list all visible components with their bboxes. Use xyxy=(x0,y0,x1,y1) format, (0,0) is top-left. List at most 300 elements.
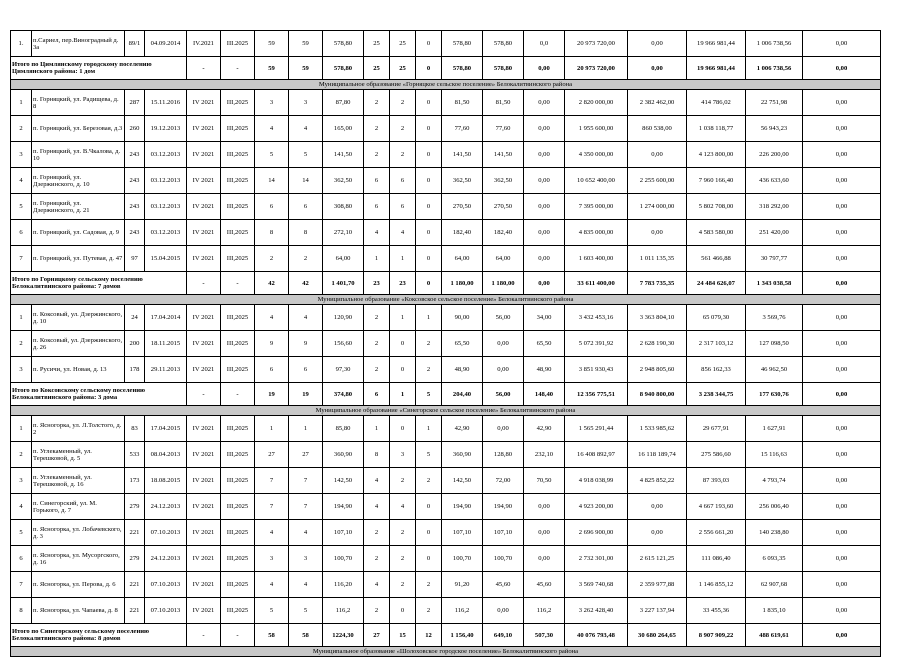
row-cell: 2 255 600,00 xyxy=(628,168,687,194)
row-cell: 59 xyxy=(255,31,289,57)
row-cell: 0,00 xyxy=(483,331,524,357)
row-cell: 107,10 xyxy=(483,520,524,546)
row-cell: 243 xyxy=(125,168,145,194)
row-cell: 0 xyxy=(416,220,442,246)
row-cell: 0,00 xyxy=(524,90,565,116)
row-cell: 2 317 103,12 xyxy=(687,331,746,357)
row-cell: 1 xyxy=(416,416,442,442)
row-cell: 178 xyxy=(125,357,145,383)
section-header-row xyxy=(11,295,881,305)
row-cell: 0 xyxy=(416,116,442,142)
table-row xyxy=(11,31,881,57)
row-cell: 6 xyxy=(364,194,390,220)
row-cell: 120,90 xyxy=(323,305,364,331)
row-index: 6 xyxy=(11,220,32,246)
row-index: 5 xyxy=(11,520,32,546)
table-body xyxy=(11,31,881,657)
row-cell: 0,00 xyxy=(803,331,881,357)
row-cell: 0,00 xyxy=(803,546,881,572)
row-cell: 04.09.2014 xyxy=(145,31,187,57)
row-cell: 17.04.2014 xyxy=(145,305,187,331)
row-cell: 243 xyxy=(125,142,145,168)
total-cell: 204,40 xyxy=(442,383,483,406)
row-cell: 272,10 xyxy=(323,220,364,246)
row-cell: 1 xyxy=(255,416,289,442)
row-cell: 4 835 000,00 xyxy=(565,220,628,246)
total-cell: 15 xyxy=(390,624,416,647)
row-cell: 1 603 400,00 xyxy=(565,246,628,272)
row-cell: 3 xyxy=(255,90,289,116)
row-cell: 0,00 xyxy=(483,598,524,624)
row-cell: 2 xyxy=(364,331,390,357)
row-cell: 4 583 580,00 xyxy=(687,220,746,246)
total-cell: 30 680 264,65 xyxy=(628,624,687,647)
row-cell: 0 xyxy=(416,546,442,572)
row-cell: 0,00 xyxy=(803,220,881,246)
row-cell: 2 732 301,00 xyxy=(565,546,628,572)
table-row xyxy=(11,598,881,624)
row-cell: 24.12.2013 xyxy=(145,546,187,572)
total-label: Итого по Коксовскому сельскому поселению Белокалитвинского района: 3 дома xyxy=(11,383,187,406)
row-index: 2 xyxy=(11,442,32,468)
row-cell: 165,00 xyxy=(323,116,364,142)
row-cell: 03.12.2013 xyxy=(145,168,187,194)
housing-program-table xyxy=(10,30,881,657)
total-cell: 578,80 xyxy=(442,57,483,80)
row-cell: 436 633,60 xyxy=(746,168,803,194)
row-cell: III,2025 xyxy=(221,305,255,331)
row-cell: 25 xyxy=(364,31,390,57)
row-index: 4 xyxy=(11,168,32,194)
row-cell: 0,00 xyxy=(803,468,881,494)
row-cell: 27 xyxy=(289,442,323,468)
row-cell: 578,80 xyxy=(323,31,364,57)
row-cell: 4 xyxy=(255,116,289,142)
row-cell: 0 xyxy=(416,31,442,57)
row-cell: 16 118 189,74 xyxy=(628,442,687,468)
row-cell: 111 086,40 xyxy=(687,546,746,572)
row-cell: 2 xyxy=(289,246,323,272)
total-cell: 23 xyxy=(390,272,416,295)
total-cell: 177 630,76 xyxy=(746,383,803,406)
row-cell: 14 xyxy=(255,168,289,194)
row-cell: 18.08.2015 xyxy=(145,468,187,494)
row-cell: 0 xyxy=(390,598,416,624)
table-row xyxy=(11,468,881,494)
row-cell: 4 xyxy=(364,494,390,520)
row-cell: 4 923 200,00 xyxy=(565,494,628,520)
row-cell: 1 011 135,35 xyxy=(628,246,687,272)
row-cell: 1 274 000,00 xyxy=(628,194,687,220)
row-cell: 4 123 800,00 xyxy=(687,142,746,168)
row-cell: 2 820 000,00 xyxy=(565,90,628,116)
row-cell: 2 xyxy=(390,546,416,572)
total-cell: 5 xyxy=(416,383,442,406)
row-cell: 279 xyxy=(125,494,145,520)
row-cell: 1 xyxy=(390,305,416,331)
row-cell: 2 xyxy=(416,468,442,494)
row-cell: 42,90 xyxy=(524,416,565,442)
row-cell: 1 038 118,77 xyxy=(687,116,746,142)
row-address: п. Ясногорка, ул. Л.Толстого, д. 2 xyxy=(32,416,125,442)
row-cell: 0,00 xyxy=(803,194,881,220)
row-cell: 14 xyxy=(289,168,323,194)
row-index: 8 xyxy=(11,598,32,624)
total-label: Итого по Горняцкому сельскому поселению Белокалитвинского района: 7 домов xyxy=(11,272,187,295)
total-cell: 8 907 909,22 xyxy=(687,624,746,647)
row-cell: 561 466,88 xyxy=(687,246,746,272)
total-cell: - xyxy=(221,383,255,406)
row-address: п. Ясногорка, ул. Чапаева, д. 8 xyxy=(32,598,125,624)
row-cell: 2 xyxy=(416,572,442,598)
row-cell: 15.04.2015 xyxy=(145,246,187,272)
row-address: п. Коксовый, ул. Дзержинского, д. 26 xyxy=(32,331,125,357)
total-cell: 1 343 038,58 xyxy=(746,272,803,295)
row-cell: 318 292,00 xyxy=(746,194,803,220)
total-row xyxy=(11,383,881,406)
total-cell: - xyxy=(221,272,255,295)
row-address: п. Синегорский, ул. М. Горького, д. 7 xyxy=(32,494,125,520)
row-address: п.Сариел, пер.Виноградный д. 3а xyxy=(32,31,125,57)
row-cell: 2 628 190,30 xyxy=(628,331,687,357)
total-cell: 0,00 xyxy=(524,272,565,295)
row-index: 1 xyxy=(11,305,32,331)
row-cell: 0,00 xyxy=(524,220,565,246)
row-cell: 5 072 391,92 xyxy=(565,331,628,357)
row-cell: 0,00 xyxy=(628,520,687,546)
total-cell: 578,80 xyxy=(483,57,524,80)
row-cell: III,2025 xyxy=(221,168,255,194)
table-row xyxy=(11,442,881,468)
total-cell: 0 xyxy=(416,57,442,80)
row-cell: 24 xyxy=(125,305,145,331)
row-cell: 4 xyxy=(255,305,289,331)
row-cell: 34,00 xyxy=(524,305,565,331)
row-cell: 270,50 xyxy=(483,194,524,220)
row-cell: 1 xyxy=(390,246,416,272)
row-cell: 578,80 xyxy=(442,31,483,57)
row-cell: 7 xyxy=(289,494,323,520)
row-cell: III,2025 xyxy=(221,546,255,572)
row-cell: 0,00 xyxy=(524,116,565,142)
row-cell: III,2025 xyxy=(221,142,255,168)
section-header-row xyxy=(11,80,881,90)
total-cell: 1 180,00 xyxy=(483,272,524,295)
row-cell: III,2025 xyxy=(221,442,255,468)
row-cell: 194,90 xyxy=(442,494,483,520)
total-cell: 0,00 xyxy=(803,57,881,80)
row-address: п. Горняцкий, ул. Дзержинского, д. 21 xyxy=(32,194,125,220)
row-cell: 533 xyxy=(125,442,145,468)
table-row xyxy=(11,572,881,598)
row-cell: 0,00 xyxy=(803,142,881,168)
table-row xyxy=(11,416,881,442)
row-address: п. Ясногорка, ул. Перова, д. 6 xyxy=(32,572,125,598)
row-cell: 194,90 xyxy=(483,494,524,520)
row-cell: IV 2021 xyxy=(187,168,221,194)
total-cell: 1 156,40 xyxy=(442,624,483,647)
row-cell: 81,50 xyxy=(483,90,524,116)
total-cell: 12 xyxy=(416,624,442,647)
row-address: п. Ясногорка, ул. Мусоргского, д. 16 xyxy=(32,546,125,572)
row-cell: 0,00 xyxy=(483,357,524,383)
row-address: п. Горняцкий, ул. Садовая, д. 9 xyxy=(32,220,125,246)
row-cell: 17.04.2015 xyxy=(145,416,187,442)
row-cell: 03.12.2013 xyxy=(145,194,187,220)
row-cell: 856 162,33 xyxy=(687,357,746,383)
section-header: Муниципальное образование «Синегорское сельское поселение» Белокалитвинского района xyxy=(11,406,881,416)
row-cell: 182,40 xyxy=(483,220,524,246)
table-row xyxy=(11,246,881,272)
total-cell: 0,00 xyxy=(803,624,881,647)
row-cell: 3 262 428,40 xyxy=(565,598,628,624)
row-cell: 0,00 xyxy=(524,168,565,194)
table-row xyxy=(11,546,881,572)
row-address: п. Горняцкий, ул. В.Чкалова, д. 10 xyxy=(32,142,125,168)
row-cell: 1 565 291,44 xyxy=(565,416,628,442)
row-address: п. Горняцкий, ул. Дзержинского, д. 10 xyxy=(32,168,125,194)
row-cell: 2 xyxy=(364,520,390,546)
row-cell: 46 962,50 xyxy=(746,357,803,383)
row-cell: 308,80 xyxy=(323,194,364,220)
total-cell: 23 xyxy=(364,272,390,295)
total-cell: 7 783 735,35 xyxy=(628,272,687,295)
total-label: Итого по Цимлянскому городскому поселению Цимлянского района: 1 дом xyxy=(11,57,187,80)
row-cell: 6 xyxy=(255,357,289,383)
row-index: 7 xyxy=(11,246,32,272)
row-cell: 5 xyxy=(255,598,289,624)
row-cell: 256 006,40 xyxy=(746,494,803,520)
row-cell: 24.12.2013 xyxy=(145,494,187,520)
total-cell: 20 973 720,00 xyxy=(565,57,628,80)
row-cell: 2 696 900,00 xyxy=(565,520,628,546)
row-address: п. Горняцкий, ул. Радищева, д. 8 xyxy=(32,90,125,116)
row-cell: III,2025 xyxy=(221,572,255,598)
row-cell: 5 xyxy=(255,142,289,168)
total-cell: 488 619,61 xyxy=(746,624,803,647)
row-cell: 0 xyxy=(416,90,442,116)
total-cell: 42 xyxy=(255,272,289,295)
total-cell: - xyxy=(187,624,221,647)
total-cell: - xyxy=(187,57,221,80)
row-cell: 7 960 166,40 xyxy=(687,168,746,194)
row-cell: 414 786,02 xyxy=(687,90,746,116)
row-cell: 08.04.2013 xyxy=(145,442,187,468)
row-cell: 221 xyxy=(125,572,145,598)
row-cell: 62 907,68 xyxy=(746,572,803,598)
row-cell: 0 xyxy=(390,331,416,357)
row-cell: 4 667 193,60 xyxy=(687,494,746,520)
row-cell: 100,70 xyxy=(483,546,524,572)
row-cell: 25 xyxy=(390,31,416,57)
row-cell: IV 2021 xyxy=(187,598,221,624)
row-cell: 1 006 738,56 xyxy=(746,31,803,57)
row-cell: IV 2021 xyxy=(187,305,221,331)
row-cell: 0,00 xyxy=(803,31,881,57)
row-cell: 141,50 xyxy=(442,142,483,168)
row-cell: 0,00 xyxy=(803,520,881,546)
row-cell: 29 677,91 xyxy=(687,416,746,442)
row-cell: 56,00 xyxy=(483,305,524,331)
row-cell: 45,60 xyxy=(524,572,565,598)
row-cell: 2 xyxy=(416,598,442,624)
row-cell: 81,50 xyxy=(442,90,483,116)
row-cell: 19.12.2013 xyxy=(145,116,187,142)
row-cell: 65,50 xyxy=(524,331,565,357)
row-cell: 142,50 xyxy=(442,468,483,494)
row-cell: 45,60 xyxy=(483,572,524,598)
row-cell: 0,00 xyxy=(628,31,687,57)
total-cell: 19 xyxy=(289,383,323,406)
row-cell: 6 xyxy=(390,194,416,220)
total-cell: 1 006 738,56 xyxy=(746,57,803,80)
row-cell: 65,50 xyxy=(442,331,483,357)
total-cell: 0,00 xyxy=(524,57,565,80)
row-cell: 232,10 xyxy=(524,442,565,468)
row-address: п. Горняцкий, ул. Березовая, д.3 xyxy=(32,116,125,142)
row-cell: 56 943,23 xyxy=(746,116,803,142)
row-cell: 3 xyxy=(289,546,323,572)
row-cell: III,2025 xyxy=(221,194,255,220)
row-cell: 0 xyxy=(416,494,442,520)
row-cell: 8 xyxy=(255,220,289,246)
total-cell: 6 xyxy=(364,383,390,406)
row-cell: IV 2021 xyxy=(187,246,221,272)
row-cell: 91,20 xyxy=(442,572,483,598)
row-cell: 182,40 xyxy=(442,220,483,246)
row-cell: 2 xyxy=(390,90,416,116)
total-cell: 0,00 xyxy=(803,272,881,295)
row-cell: 6 xyxy=(255,194,289,220)
row-cell: 3 363 804,10 xyxy=(628,305,687,331)
total-cell: 27 xyxy=(364,624,390,647)
row-cell: 77,60 xyxy=(442,116,483,142)
total-label: Итого по Синегорскому сельскому поселению Белокалитвинского района: 8 домов xyxy=(11,624,187,647)
row-cell: 173 xyxy=(125,468,145,494)
row-cell: 0,00 xyxy=(524,194,565,220)
row-cell: 275 586,60 xyxy=(687,442,746,468)
row-cell: 200 xyxy=(125,331,145,357)
row-cell: 0,00 xyxy=(803,246,881,272)
row-cell: 33 455,36 xyxy=(687,598,746,624)
row-cell: 8 xyxy=(364,442,390,468)
row-cell: 0,00 xyxy=(803,416,881,442)
row-cell: III,2025 xyxy=(221,520,255,546)
row-cell: 29.11.2013 xyxy=(145,357,187,383)
section-header: Муниципальное образование «Горняцкое сельское поселение» Белокалитвинского района xyxy=(11,80,881,90)
total-cell: 42 xyxy=(289,272,323,295)
section-header-row xyxy=(11,647,881,657)
row-cell: 1 835,10 xyxy=(746,598,803,624)
row-cell: 07.10.2013 xyxy=(145,572,187,598)
row-cell: 7 xyxy=(255,494,289,520)
total-cell: 59 xyxy=(255,57,289,80)
row-cell: IV 2021 xyxy=(187,116,221,142)
section-header-row xyxy=(11,406,881,416)
row-cell: 3 xyxy=(390,442,416,468)
row-cell: 221 xyxy=(125,520,145,546)
total-cell: 8 940 800,00 xyxy=(628,383,687,406)
row-cell: 4 918 038,99 xyxy=(565,468,628,494)
row-cell: 42,90 xyxy=(442,416,483,442)
row-cell: III,2025 xyxy=(221,116,255,142)
total-cell: 33 611 400,00 xyxy=(565,272,628,295)
table-row xyxy=(11,520,881,546)
row-cell: 7 xyxy=(289,468,323,494)
row-cell: III,2025 xyxy=(221,598,255,624)
row-cell: III,2025 xyxy=(221,90,255,116)
row-cell: 116,2 xyxy=(323,598,364,624)
row-cell: 97 xyxy=(125,246,145,272)
row-cell: 83 xyxy=(125,416,145,442)
row-cell: 10 652 400,00 xyxy=(565,168,628,194)
row-cell: 27 xyxy=(255,442,289,468)
row-cell: 8 xyxy=(289,220,323,246)
row-cell: 0,0 xyxy=(524,31,565,57)
row-cell: 4 xyxy=(390,494,416,520)
row-cell: III,2025 xyxy=(221,494,255,520)
total-cell: 40 076 793,48 xyxy=(565,624,628,647)
table-row xyxy=(11,494,881,520)
row-cell: 5 802 708,00 xyxy=(687,194,746,220)
row-cell: 03.12.2013 xyxy=(145,220,187,246)
row-cell: 6 xyxy=(289,194,323,220)
row-address: п. Углекаменный, ул. Терешковой, д. 16 xyxy=(32,468,125,494)
row-cell: 6 093,35 xyxy=(746,546,803,572)
total-cell: 25 xyxy=(390,57,416,80)
row-index: 3 xyxy=(11,468,32,494)
row-cell: 90,00 xyxy=(442,305,483,331)
row-cell: IV 2021 xyxy=(187,520,221,546)
row-cell: IV 2021 xyxy=(187,442,221,468)
row-cell: 362,50 xyxy=(323,168,364,194)
row-cell: 3 432 453,16 xyxy=(565,305,628,331)
row-address: п. Горняцкий, ул. Путевая, д. 47 xyxy=(32,246,125,272)
row-index: 1. xyxy=(11,31,32,57)
row-cell: 116,2 xyxy=(442,598,483,624)
row-cell: 85,80 xyxy=(323,416,364,442)
row-cell: 0 xyxy=(390,357,416,383)
total-cell: 374,80 xyxy=(323,383,364,406)
row-cell: 2 xyxy=(390,520,416,546)
total-cell: 578,80 xyxy=(323,57,364,80)
row-cell: 9 xyxy=(289,331,323,357)
row-cell: 64,00 xyxy=(483,246,524,272)
row-address: п. Ясногорка, ул. Лобачевского, д. 3 xyxy=(32,520,125,546)
row-address: п. Русичи, ул. Новая, д. 13 xyxy=(32,357,125,383)
row-cell: IV 2021 xyxy=(187,142,221,168)
section-header: Муниципальное образование «Шолоховское городское поселение» Белокалитвинского района xyxy=(11,647,881,657)
row-cell: 2 xyxy=(364,598,390,624)
row-cell: 72,00 xyxy=(483,468,524,494)
total-cell: 507,30 xyxy=(524,624,565,647)
row-cell: 87 393,03 xyxy=(687,468,746,494)
table-row xyxy=(11,331,881,357)
row-cell: 4 xyxy=(255,572,289,598)
row-cell: 48,90 xyxy=(442,357,483,383)
row-cell: 127 098,50 xyxy=(746,331,803,357)
row-cell: 287 xyxy=(125,90,145,116)
total-cell: 0,00 xyxy=(628,57,687,80)
row-index: 7 xyxy=(11,572,32,598)
row-cell: 2 xyxy=(364,90,390,116)
row-index: 2 xyxy=(11,116,32,142)
row-cell: 4 xyxy=(364,220,390,246)
row-cell: 1 146 855,12 xyxy=(687,572,746,598)
row-cell: 2 xyxy=(416,331,442,357)
row-cell: 3 227 137,94 xyxy=(628,598,687,624)
total-cell: 58 xyxy=(289,624,323,647)
